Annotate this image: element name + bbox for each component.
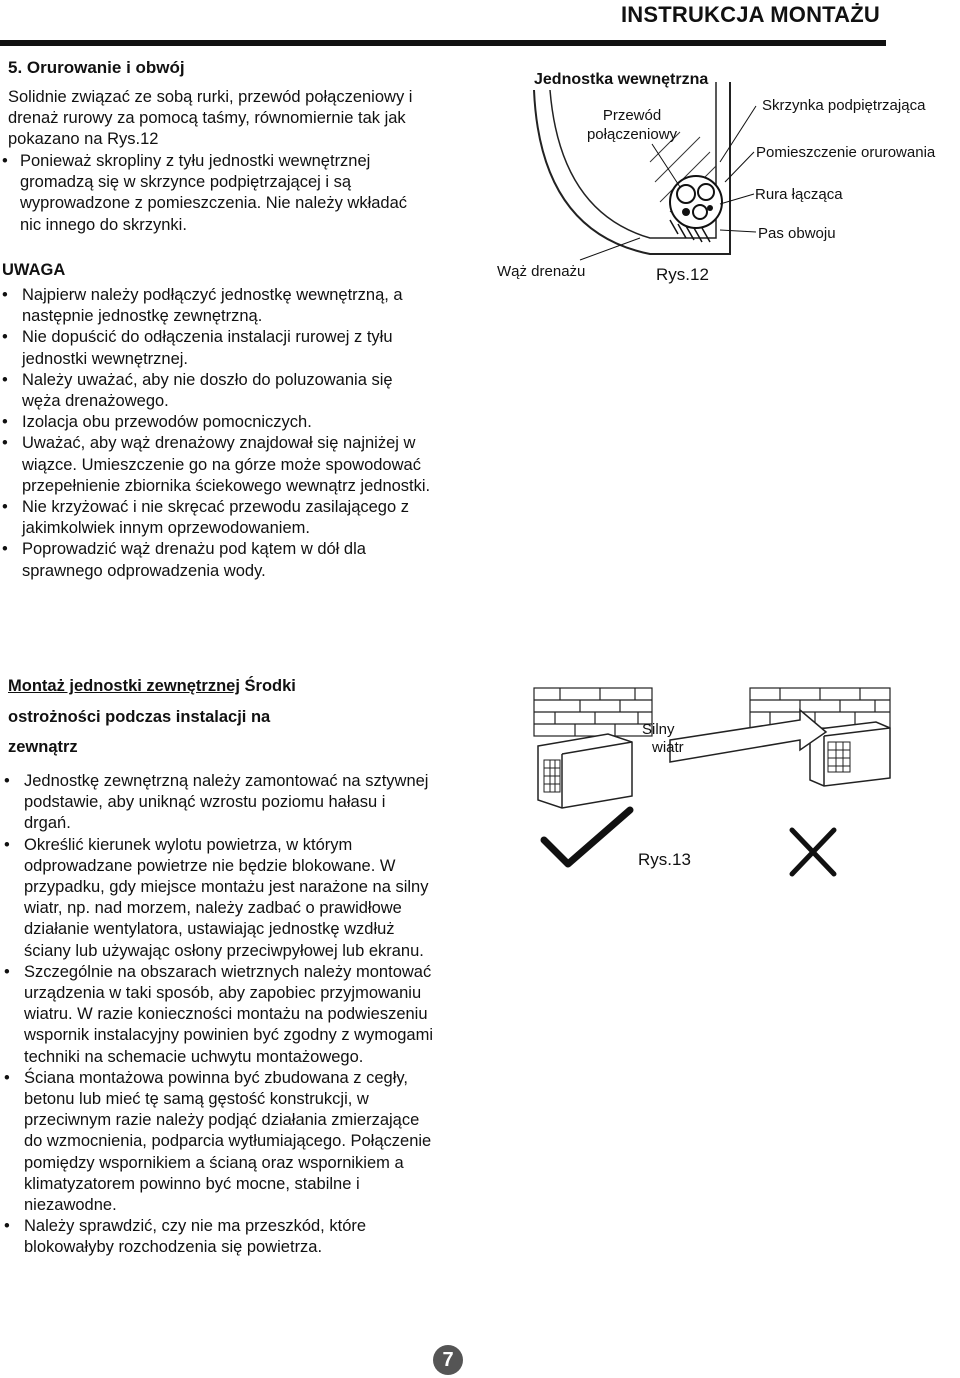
text-line: Nie krzyżować i nie skręcać przewodu zasilającego z: [22, 498, 409, 517]
label-silny: Silny: [642, 721, 675, 738]
bullet-dot: •: [2, 434, 8, 453]
list-item: [2, 1068, 522, 1216]
section-paragraph: [8, 87, 508, 151]
label-przewod: [582, 106, 682, 144]
text-line: Ponieważ skropliny z tyłu jednostki wewnętrznej: [20, 152, 371, 170]
list-item: [0, 412, 520, 433]
text-line: Jednostkę zewnętrzną należy zamontować na sztywnej: [24, 772, 429, 790]
text-line: następnie jednostkę zewnętrzną.: [22, 307, 263, 326]
text-line: Poprowadzić wąż drenażu pod kątem w dół dla: [22, 540, 366, 559]
text-line: wiatr, np. nad morzem, należy zadbać o prawidłowe: [24, 899, 402, 918]
text-line: klimatyzatorem powinno być mocne, stabilne i: [24, 1174, 360, 1193]
bullet-dot: •: [2, 413, 8, 432]
label-skrzynka: Skrzynka podpiętrzająca: [762, 97, 926, 114]
text-line: działanie wentylatora, ustawiając jednostkę wzdłuż: [24, 920, 395, 939]
section-bullet: [0, 151, 510, 236]
outdoor-title: [8, 677, 296, 696]
text-line: Nie dopuścić do odłączenia instalacji rurowej z tyłu: [22, 328, 393, 347]
outdoor-list: [2, 771, 522, 1259]
label-pomieszczenie: Pomieszczenie orurowania: [756, 144, 936, 161]
text-line: wspornik instalacyjny powinien być zgodny z wymogami: [24, 1026, 434, 1045]
page-header-title: INSTRUKCJA MONTAŻU: [620, 2, 880, 27]
text-line: Solidnie związać ze sobą rurki, przewód połączeniowy i: [8, 88, 413, 106]
list-item: [0, 327, 520, 369]
text-line: wyprowadzone z pomieszczenia. Nie należy wkładać: [20, 194, 408, 213]
list-item: [2, 962, 522, 1068]
bullet-dot: •: [2, 498, 8, 517]
bullet-dot: •: [2, 328, 8, 347]
page-number-badge: 7: [433, 1345, 463, 1375]
text-line: urządzenia w taki sposób, aby zapobiec przyjmowaniu: [24, 984, 422, 1003]
list-item: [0, 497, 520, 539]
uwaga-list: [0, 285, 520, 582]
list-item: [2, 1216, 522, 1258]
text-line: Izolacja obu przewodów pomocniczych.: [22, 413, 312, 432]
text-line: jakimkolwiek innym oprzewodowaniem.: [22, 519, 310, 538]
label-waz: Wąż drenażu: [497, 263, 586, 280]
text-line: wiatru. W razie konieczności montażu na podwieszeniu: [24, 1005, 428, 1024]
section-title: 5. Orurowanie i obwój: [8, 58, 185, 77]
outdoor-title-line2: ostrożności podczas instalacji na: [8, 708, 271, 726]
list-item: [0, 539, 520, 581]
text-line: Przewód: [602, 107, 662, 124]
list-item: [0, 433, 520, 497]
text-line: połączeniowy: [586, 126, 678, 143]
figure-13-diagram: [520, 680, 900, 880]
text-line: sprawnego odprowadzenia wody.: [22, 561, 266, 580]
text-line: przypadku, gdy miejsce montażu jest narażone na silny: [24, 878, 429, 897]
figure-13-caption: Rys.13: [638, 850, 691, 869]
list-item: [0, 285, 520, 327]
outdoor-title-line3: zewnątrz: [8, 738, 78, 756]
bullet-dot: •: [2, 540, 8, 559]
text-line: Ściana montażowa powinna być zbudowana z cegły,: [24, 1068, 409, 1087]
bullet-dot: •: [2, 152, 8, 170]
bullet-dot: •: [4, 1068, 10, 1087]
text-line: blokowałyby rozchodzenia się powietrza.: [24, 1238, 323, 1257]
text-line: Należy uważać, aby nie doszło do poluzowania się: [22, 370, 393, 389]
text-line: pomiędzy wspornikiem a ścianą oraz wspornikiem a: [24, 1153, 404, 1172]
text-line: Należy sprawdzić, czy nie ma przeszkód, które: [24, 1217, 367, 1236]
outdoor-title-underlined: Montaż jednostki zewnętrznej: [8, 677, 240, 695]
text-line: Szczególnie na obszarach wietrznych należy montować: [24, 962, 432, 981]
text-line: pokazano na Rys.12: [8, 130, 159, 149]
text-line: Określić kierunek wylotu powietrza, w którym: [24, 835, 353, 854]
text-line: betonu lub mieć tę samą gęstość konstrukcji, w: [24, 1090, 369, 1109]
text-line: przepełnienie zbiornika ściekowego wewnątrz jednostki.: [22, 476, 431, 495]
figure-12-caption: Rys.12: [656, 265, 709, 284]
text-line: odprowadzane powietrze nie będzie blokowane. W: [24, 856, 396, 875]
text-line: nic innego do skrzynki.: [20, 215, 187, 234]
label-pas: Pas obwoju: [758, 225, 836, 242]
figure-12-title: Jednostka wewnętrzna: [534, 71, 709, 88]
text-line: węża drenażowego.: [22, 392, 169, 411]
text-line: przeciwnym razie należy podjąć działania zmierzające: [24, 1111, 420, 1130]
text-line: do wzmocnienia, podparcia wytłumiającego. Połączenie: [24, 1132, 432, 1151]
text-line: niezawodne.: [24, 1196, 117, 1215]
label-rura: Rura łącząca: [755, 186, 843, 203]
text-line: Najpierw należy podłączyć jednostkę wewnętrzną, a: [22, 286, 403, 304]
bullet-dot: •: [4, 772, 10, 790]
bullet-dot: •: [2, 370, 8, 389]
label-wiatr: wiatr: [652, 739, 684, 756]
text-line: gromadzą się w skrzynce podpiętrzającej i są: [20, 173, 352, 192]
bullet-dot: •: [4, 1217, 10, 1236]
text-line: drenaż rurowy za pomocą taśmy, równomiernie tak jak: [8, 109, 406, 128]
text-line: podstawie, aby uniknąć wzrostu poziomu hałasu i: [24, 793, 386, 812]
text-line: drgań.: [24, 814, 71, 833]
text-line: Uważać, aby wąż drenażowy znajdował się najniżej w: [22, 434, 416, 453]
text-line: ściany lub używając osłony przeciwpyłowej lub ekranu.: [24, 941, 424, 960]
bullet-dot: •: [2, 286, 8, 304]
bullet-dot: •: [4, 962, 10, 981]
text-line: jednostki wewnętrznej.: [22, 349, 188, 368]
list-item: [2, 771, 522, 835]
uwaga-title: UWAGA: [2, 261, 66, 279]
text-line: wiązce. Umieszczenie go na górze może spowodować: [22, 455, 421, 474]
bullet-dot: •: [4, 835, 10, 854]
header-rule: [0, 40, 886, 46]
list-item: [0, 370, 520, 412]
list-item: [2, 835, 522, 962]
outdoor-title-rest: Środki: [239, 677, 296, 695]
text-line: techniki na schemacie uchwytu montażowego.: [24, 1047, 364, 1066]
